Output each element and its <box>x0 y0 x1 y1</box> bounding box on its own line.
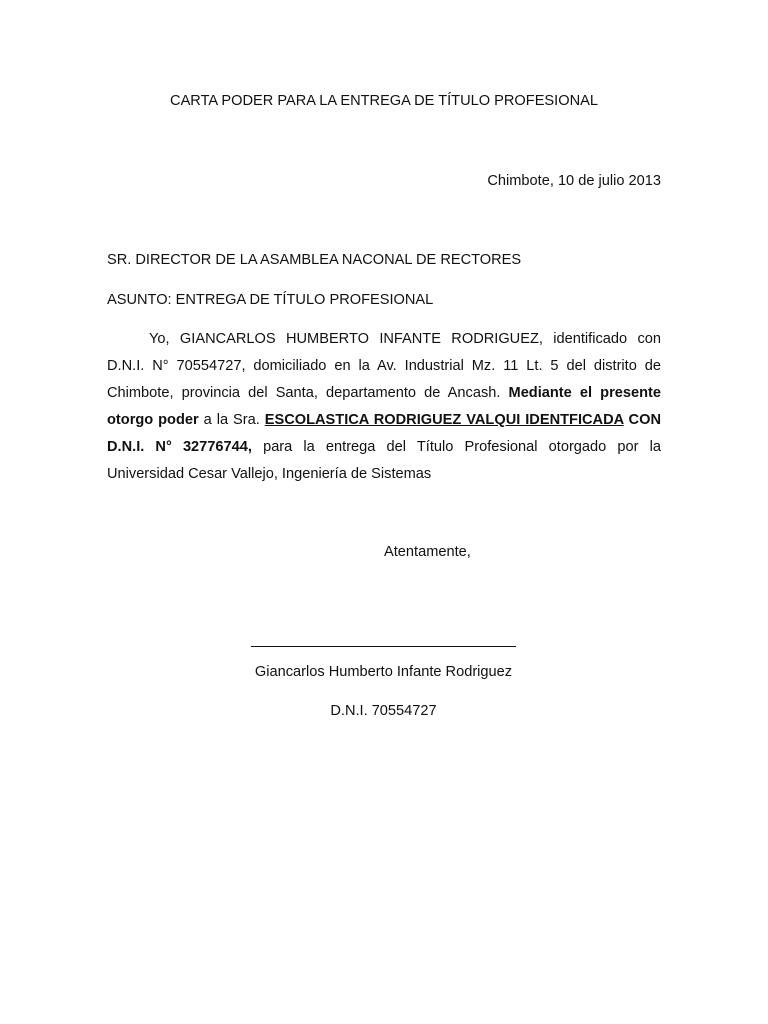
closing-text: Atentamente, <box>384 544 471 560</box>
authorized-person-name: ESCOLASTICA RODRIGUEZ VALQUI IDENTFICADA <box>264 412 624 428</box>
recipient-line: SR. DIRECTOR DE LA ASAMBLEA NACONAL DE RECTORES <box>107 252 522 268</box>
body-bold-phrase: Mediante el presente otorgo poder <box>107 385 661 428</box>
body-paragraph <box>107 326 661 488</box>
signature-line <box>251 646 516 647</box>
subject-line: ASUNTO: ENTREGA DE TÍTULO PROFESIONAL <box>107 292 434 308</box>
body-text-part-1: Yo, GIANCARLOS HUMBERTO INFANTE RODRIGUEZ, identificado con D.N.I. N° 70554727, domiciliado en la Av. Industrial Mz. 11 Lt. 5 del distrito de Chimbote, provincia del Santa, departamento de Ancash. <box>107 331 661 401</box>
authorized-person-id: CON D.N.I. N° 32776744, <box>107 412 661 455</box>
signer-id: D.N.I. 70554727 <box>330 703 437 719</box>
signer-name: Giancarlos Humberto Infante Rodriguez <box>254 664 513 680</box>
body-text-part-3: para la entrega del Título Profesional otorgado por la Universidad Cesar Vallejo, Ingeniería de Sistemas <box>107 439 661 482</box>
document-title: CARTA PODER PARA LA ENTREGA DE TÍTULO PROFESIONAL <box>170 93 598 109</box>
body-text-part-2: a la Sra. <box>198 412 265 428</box>
document-date: Chimbote, 10 de julio 2013 <box>487 173 661 189</box>
